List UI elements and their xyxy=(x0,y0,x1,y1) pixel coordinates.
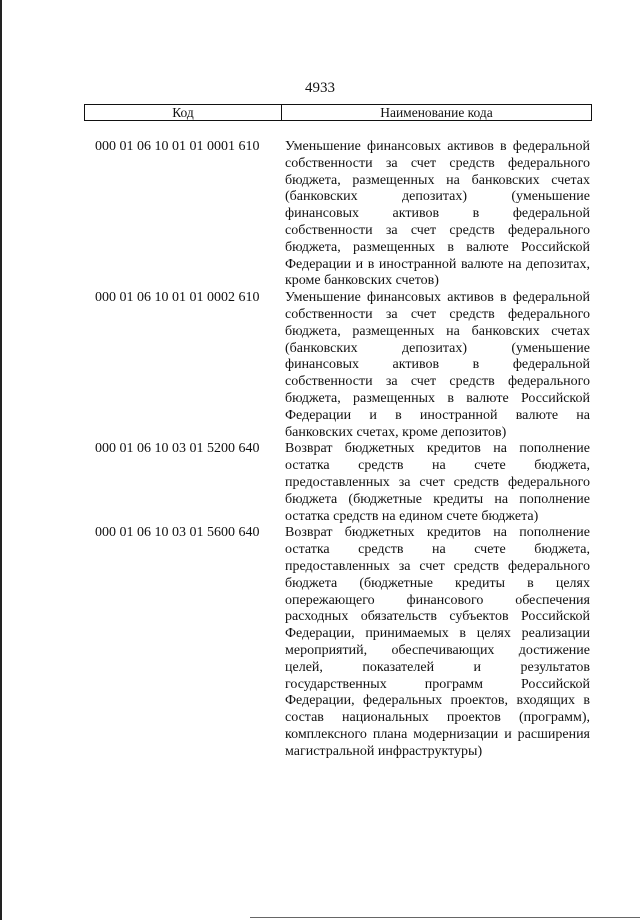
code-description xyxy=(285,290,590,441)
column-header-code: Код xyxy=(85,105,282,120)
description-line: бюджета, размещенных на банковских счетах xyxy=(285,172,590,188)
budget-code: 000 01 06 10 03 01 5600 640 xyxy=(95,525,260,541)
column-header-name: Наименование кода xyxy=(380,105,493,120)
description-line: Уменьшение финансовых активов в федеральной xyxy=(285,290,590,306)
description-line: Возврат бюджетных кредитов на пополнение xyxy=(285,441,590,457)
description-line: Федерации, принимаемых в целях реализации xyxy=(285,626,590,642)
description-line: бюджета, размещенных в валюте Российской xyxy=(285,239,590,255)
description-line: собственности за счет средств федерального xyxy=(285,374,590,390)
table-row xyxy=(95,290,590,441)
description-line: (банковских депозитах) (уменьшение xyxy=(285,189,590,205)
description-line: Уменьшение финансовых активов в федеральной xyxy=(285,139,590,154)
table-row xyxy=(95,139,590,290)
scan-edge-left xyxy=(0,0,2,920)
description-line: собственности за счет средств федерального xyxy=(285,222,590,238)
description-line: Федерации и в иностранной валюте на депозитах, xyxy=(285,256,590,272)
description-line: мероприятий, обеспечивающих достижение xyxy=(285,642,590,658)
description-line: Федерации и в иностранной валюте на xyxy=(285,407,590,423)
budget-code: 000 01 06 10 01 01 0002 610 xyxy=(95,290,260,306)
code-description xyxy=(285,525,590,760)
description-line: кроме банковских счетов) xyxy=(285,273,439,289)
description-line: предоставленных за счет средств федерального xyxy=(285,474,590,490)
description-line: финансовых активов в федеральной xyxy=(285,206,590,222)
description-line: Федерации, федеральных проектов, входящих в xyxy=(285,693,590,709)
description-line: банковских счетах, кроме депозитов) xyxy=(285,424,507,440)
budget-code: 000 01 06 10 01 01 0001 610 xyxy=(95,139,260,154)
description-line: комплексного плана модернизации и расширения xyxy=(285,726,590,742)
code-description xyxy=(285,139,590,290)
description-line: целей, показателей и результатов xyxy=(285,659,590,675)
page-number: 4933 xyxy=(305,80,335,96)
description-line: магистральной инфраструктуры) xyxy=(285,743,483,759)
description-line: собственности за счет средств федерального xyxy=(285,155,590,171)
description-line: остатка средств на счете бюджета, xyxy=(285,542,590,558)
description-line: бюджета (бюджетные кредиты в целях xyxy=(285,575,590,591)
description-line: состав национальных проектов (программ), xyxy=(285,710,590,726)
description-line: предоставленных за счет средств федерального xyxy=(285,558,590,574)
table-row xyxy=(95,525,590,760)
description-line: финансовых активов в федеральной xyxy=(285,357,590,373)
description-line: остатка средств на едином счете бюджета) xyxy=(285,508,539,524)
scan-edge-bottom xyxy=(250,917,640,918)
description-line: бюджета, размещенных в валюте Российской xyxy=(285,390,590,406)
code-description xyxy=(285,441,590,525)
code-table-body xyxy=(95,139,590,760)
table-row xyxy=(95,441,590,525)
description-line: государственных программ Российской xyxy=(285,676,590,692)
description-line: собственности за счет средств федерального xyxy=(285,306,590,322)
description-line: остатка средств на счете бюджета, xyxy=(285,458,590,474)
description-line: опережающего финансового обеспечения xyxy=(285,592,590,608)
description-line: (банковских депозитах) (уменьшение xyxy=(285,340,590,356)
description-line: Возврат бюджетных кредитов на пополнение xyxy=(285,525,590,541)
description-line: бюджета (бюджетные кредиты на пополнение xyxy=(285,491,590,507)
description-line: бюджета, размещенных на банковских счетах xyxy=(285,323,590,339)
table-header xyxy=(84,104,592,121)
budget-code: 000 01 06 10 03 01 5200 640 xyxy=(95,441,260,457)
description-line: расходных обязательств субъектов Российской xyxy=(285,609,590,625)
